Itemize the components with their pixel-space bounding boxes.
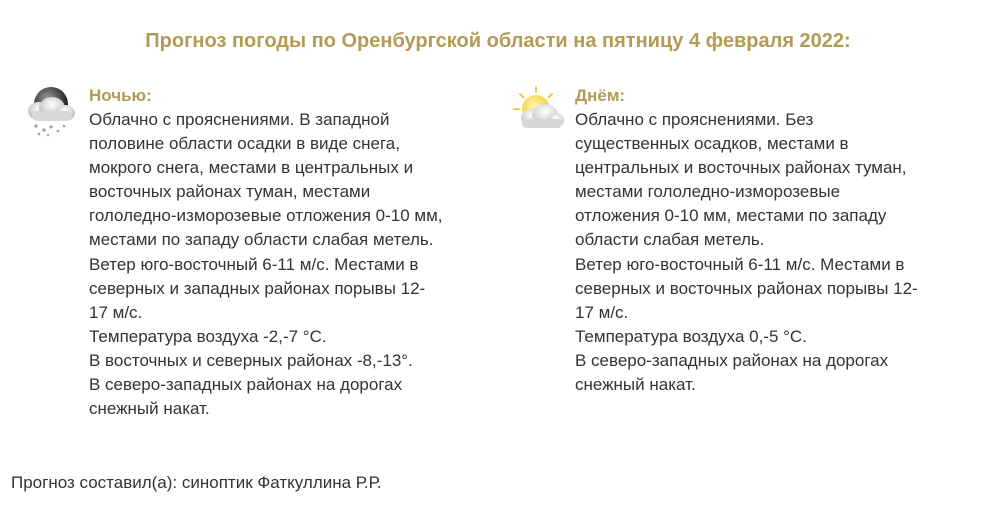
page-title: Прогноз погоды по Оренбургской области на пятницу 4 февраля 2022: [145,30,851,52]
day-line: 17 м/с. [575,302,629,322]
night-line: Ветер юго-восточный 6-11 м/с. Местами в [89,254,419,274]
night-label: Ночью: [89,86,152,105]
night-line: мокрого снега, местами в центральных и [89,158,414,178]
night-line: гололедно-изморозевые отложения 0-10 мм, [89,206,443,226]
night-line: северных и западных районах порывы 12- [89,278,426,298]
day-line: существенных осадков, местами в [575,134,849,154]
day-line: Ветер юго-восточный 6-11 м/с. Местами в [575,254,905,274]
night-line: половине области осадки в виде снега, [89,134,400,154]
day-line: В северо-западных районах на дорогах [575,350,889,370]
night-line: В северо-западных районах на дорогах [89,375,403,395]
day-line: центральных и восточных районах туман, [575,158,907,178]
day-line: снежный накат. [575,375,696,395]
day-line: северных и восточных районах порывы 12- [575,278,918,298]
night-line: В восточных и северных районах -8,-13°. [89,350,413,370]
day-line: Температура воздуха 0,-5 °С. [575,326,807,346]
night-line: 17 м/с. [89,302,143,322]
night-line: восточных районах туман, местами [89,182,371,202]
day-line: области слабая метель. [575,230,765,250]
night-cloud-snow-icon [24,84,80,140]
day-line: местами гололедно-изморозевые [575,182,841,202]
night-line: Облачно с прояснениями. В западной [89,110,390,129]
night-line: местами по западу области слабая метель. [89,230,434,250]
day-line: Облачно с прояснениями. Без [575,110,814,129]
day-line: отложения 0-10 мм, местами по западу [575,206,887,226]
forecast-author: Прогноз составил(а): синоптик Фаткуллина Р.Р. [11,473,382,492]
night-line: Температура воздуха -2,-7 °С. [89,326,327,346]
day-label: Днём: [575,86,626,105]
sun-cloud-icon [510,84,566,140]
night-line: снежный накат. [89,399,210,419]
